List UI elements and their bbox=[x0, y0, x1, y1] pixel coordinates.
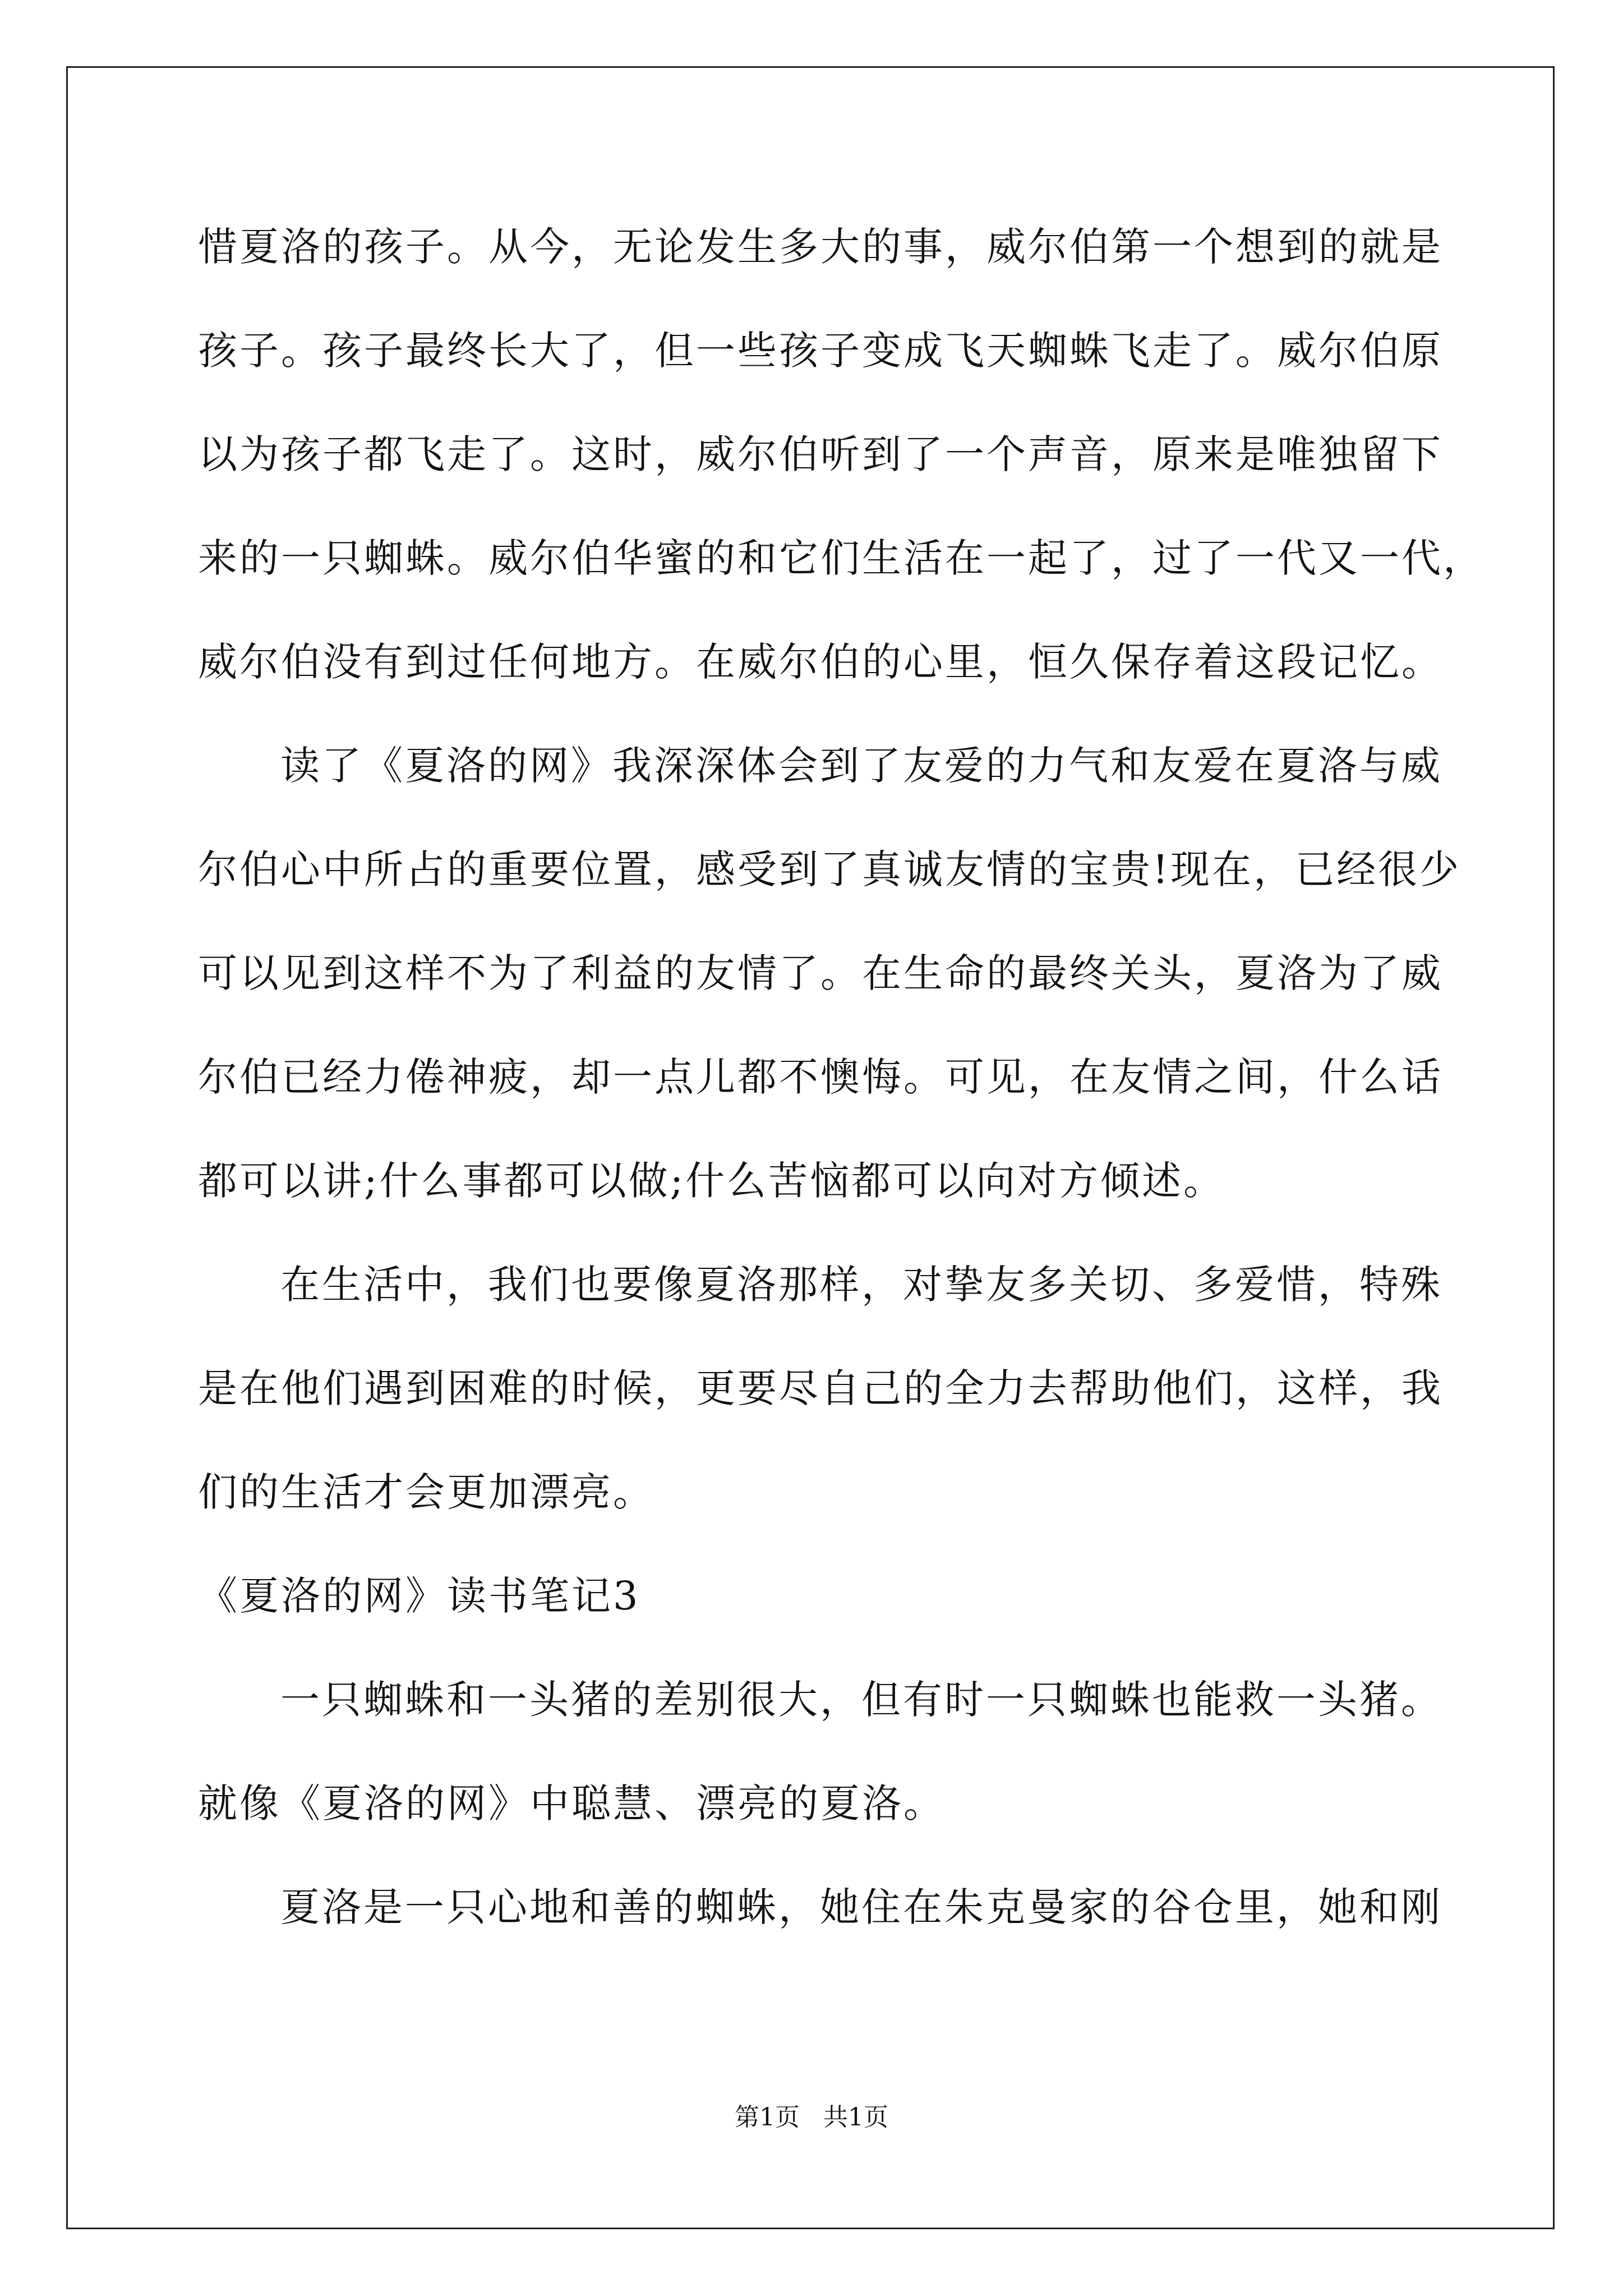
text-line-4: 来的一只蜘蛛。威尔伯华蜜的和它们生活在一起了，过了一代又一代， bbox=[198, 535, 1484, 581]
text-line-7: 尔伯心中所占的重要位置，感受到了真诚友情的宝贵!现在，已经很少 bbox=[198, 846, 1461, 892]
text-line-13: 们的生活才会更加漂亮。 bbox=[198, 1469, 654, 1515]
text-line-12: 是在他们遇到困难的时候，更要尽自己的全力去帮助他们，这样，我 bbox=[198, 1365, 1443, 1411]
text-line-8: 可以见到这样不为了利益的友情了。在生命的最终关头，夏洛为了威 bbox=[198, 950, 1443, 996]
text-line-9: 尔伯已经力倦神疲，却一点儿都不懊悔。可见，在友情之间，什么话 bbox=[198, 1054, 1443, 1100]
text-line-15: 一只蜘蛛和一头猪的差别很大，但有时一只蜘蛛也能救一头猪。 bbox=[280, 1677, 1442, 1723]
text-line-2: 孩子。孩子最终长大了，但一些孩子变成飞天蜘蛛飞走了。威尔伯原 bbox=[198, 328, 1443, 374]
text-line-16: 就像《夏洛的网》中聪慧、漂亮的夏洛。 bbox=[198, 1780, 945, 1826]
text-line-10: 都可以讲;什么事都可以做;什么苦恼都可以向对方倾述。 bbox=[198, 1158, 1225, 1204]
text-line-17: 夏洛是一只心地和善的蜘蛛，她住在朱克曼家的谷仓里，她和刚 bbox=[280, 1884, 1442, 1930]
text-line-1: 惜夏洛的孩子。从今，无论发生多大的事，威尔伯第一个想到的就是 bbox=[198, 224, 1443, 270]
text-line-5: 威尔伯没有到过任何地方。在威尔伯的心里，恒久保存着这段记忆。 bbox=[198, 639, 1443, 685]
text-line-6: 读了《夏洛的网》我深深体会到了友爱的力气和友爱在夏洛与威 bbox=[280, 743, 1442, 789]
section-heading: 《夏洛的网》读书笔记3 bbox=[198, 1573, 640, 1619]
text-line-11: 在生活中，我们也要像夏洛那样，对挚友多关切、多爱惜，特殊 bbox=[280, 1262, 1442, 1308]
text-line-3: 以为孩子都飞走了。这时，威尔伯听到了一个声音，原来是唯独留下 bbox=[198, 431, 1443, 477]
page-footer: 第1页 共1页 bbox=[735, 2103, 888, 2132]
